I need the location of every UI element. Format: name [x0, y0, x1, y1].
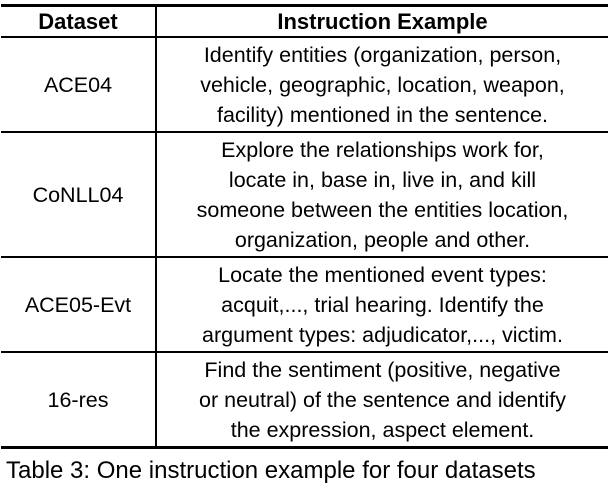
table-row: [1, 132, 608, 257]
table-row: [1, 37, 608, 132]
instruction-cell: [156, 37, 608, 132]
header-instruction-example: Instruction Example: [156, 6, 608, 38]
table-row: [1, 257, 608, 352]
instruction-line: Identify entities (organization, person,: [203, 43, 562, 67]
instruction-line: Find the sentiment (positive, negative: [204, 358, 561, 382]
table-row: [1, 352, 608, 448]
instruction-cell: [156, 132, 608, 257]
instruction-line: argument types: adjudicator,..., victim.: [202, 323, 563, 347]
table-caption: Table 3: One instruction example for four datasets: [6, 457, 536, 484]
instruction-line: someone between the entities location,: [196, 198, 569, 222]
instruction-line: locate in, base in, live in, and kill: [228, 168, 537, 192]
instruction-line: organization, people and other.: [234, 228, 531, 252]
dataset-cell: CoNLL04: [1, 132, 156, 257]
instruction-line: the expression, aspect element.: [230, 418, 535, 442]
instruction-examples-table: [1, 4, 608, 449]
table-body: [1, 37, 608, 448]
instruction-line: facility) mentioned in the sentence.: [216, 103, 549, 127]
header-row: [1, 6, 608, 38]
instruction-cell: [156, 352, 608, 448]
instruction-line: vehicle, geographic, location, weapon,: [200, 73, 565, 97]
instruction-line: acquit,..., trial hearing. Identify the: [221, 293, 544, 317]
header-dataset: Dataset: [1, 6, 156, 38]
table-header: [1, 6, 608, 38]
dataset-cell: ACE04: [1, 37, 156, 132]
instruction-line: or neutral) of the sentence and identify: [199, 388, 566, 412]
instruction-line: Locate the mentioned event types:: [218, 263, 547, 287]
dataset-cell: ACE05-Evt: [1, 257, 156, 352]
instruction-line: Explore the relationships work for,: [221, 138, 544, 162]
instruction-examples-table-container: [1, 4, 608, 449]
instruction-cell: [156, 257, 608, 352]
dataset-cell: 16-res: [1, 352, 156, 448]
